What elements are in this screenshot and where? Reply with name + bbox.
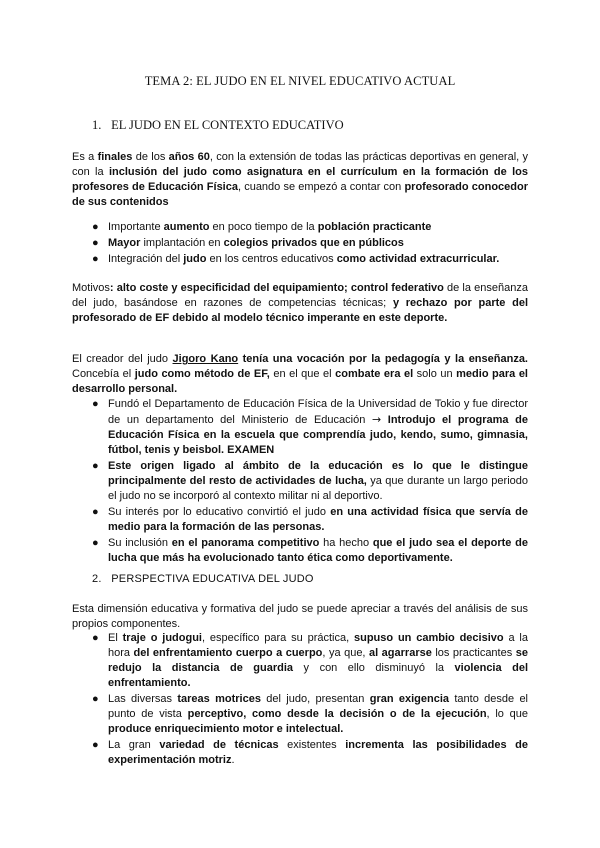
section-1-title: EL JUDO EN EL CONTEXTO EDUCATIVO <box>111 118 344 132</box>
bullet-icon: ● <box>92 398 99 410</box>
list-item <box>92 252 528 267</box>
text-run: , cuando se empezó a contar con <box>237 181 405 193</box>
text-run: a la hora <box>108 632 528 659</box>
bold-run: Este origen ligado al ámbito de la educación es lo que le distingue principalmente del resto de actividades de lucha, <box>108 460 528 487</box>
text-run: implantación en <box>140 237 224 249</box>
bold-run: colegios privados que en públicos <box>223 237 404 249</box>
list-item <box>92 459 528 504</box>
bold-run: gran exigencia <box>369 693 450 705</box>
bullet-icon: ● <box>92 253 99 265</box>
creator-paragraph <box>72 352 528 397</box>
bullet-icon: ● <box>92 537 99 549</box>
text-run: , con la extensión de todas las prácticas deportivas en general, y con la <box>72 151 529 178</box>
bold-run: Introdujo el programa de Educación Física en la escuela que comprendía judo, kendo, sumo, gimnasia, fútbol, tenis y beisbol. EXAMEN <box>108 414 528 456</box>
bold-run: se redujo la distancia de guardia <box>108 647 528 674</box>
bold-run: judo como método de EF, <box>134 368 270 380</box>
bold-run: produce enriquecimiento motor e intelectual. <box>108 723 344 735</box>
intro2-paragraph: Esta dimensión educativa y formativa del judo se puede apreciar a través del análisis de sus propios componentes. <box>72 603 528 630</box>
section-2-heading <box>92 573 314 585</box>
text-run: El <box>108 632 123 644</box>
bold-run: finales <box>97 151 133 163</box>
section-1-heading <box>92 118 344 133</box>
text-run: La gran <box>108 739 160 751</box>
arrow-icon: → <box>371 413 382 426</box>
text-run: los practicantes <box>431 647 516 659</box>
bold-run: violencia del enfrentamiento. <box>108 662 529 689</box>
section-1-number: 1. <box>92 118 102 132</box>
bullet-icon: ● <box>92 460 99 472</box>
bullet-icon: ● <box>92 506 99 518</box>
bold-run: perceptivo, como desde la decisión o de la ejecución <box>187 708 487 720</box>
text-run <box>444 662 455 674</box>
text-run: Fundó el Departamento de Educación Física de la Universidad de Tokio y fue director de un departamento del Ministerio de Educación <box>108 398 528 426</box>
bold-run: inclusión del judo como asignatura en el currículum en la formación de los profesores de Educación Física <box>72 166 528 193</box>
bold-run: Mayor <box>108 237 141 249</box>
bold-run: traje o judogui <box>122 632 202 644</box>
section-2-title: PERSPECTIVA EDUCATIVA DEL JUDO <box>111 573 314 585</box>
list-item <box>92 536 528 566</box>
text-run: de la enseñanza del judo, basándose en razones de competencias técnicas; <box>72 282 528 309</box>
list-item <box>92 505 528 535</box>
text-run: y <box>293 662 320 674</box>
text-run: Motivos <box>72 282 110 294</box>
text-run: . <box>231 754 235 766</box>
bold-run: del enfrentamiento cuerpo a cuerpo <box>133 647 323 659</box>
bold-run: incrementa las posibilidades de experimentación motriz <box>108 739 528 766</box>
text-run: Es a <box>72 151 98 163</box>
motivos-paragraph <box>72 281 528 326</box>
bold-run: variedad de técnicas <box>159 739 279 751</box>
bold-run: : alto coste y especificidad del equipamiento; <box>109 282 348 294</box>
list-item <box>92 236 528 251</box>
bold-run: tareas motrices <box>177 693 261 705</box>
bullet-icon: ● <box>92 693 99 705</box>
bold-run: como actividad extracurricular. <box>336 253 500 265</box>
bold-run: aumento <box>163 221 210 233</box>
list-item <box>92 220 528 235</box>
text-run: con ello disminuyó la <box>319 662 445 674</box>
bold-run: Jigoro Kano <box>172 353 239 365</box>
list-item <box>92 631 528 691</box>
bold-run: combate era el <box>335 368 414 380</box>
bullet-icon: ● <box>92 237 99 249</box>
bold-run: población practicante <box>317 221 432 233</box>
text-run: Importante <box>108 221 164 233</box>
bullet-icon: ● <box>92 632 99 644</box>
bold-run: y rechazo por parte del profesorado de EF debido al modelo técnico imperante en este deporte. <box>72 297 528 324</box>
list-item <box>92 397 528 458</box>
bold-run: control federativo <box>347 282 444 294</box>
intro-paragraph <box>72 150 528 210</box>
bullet-icon: ● <box>92 739 99 751</box>
text-run: , ya que, <box>322 647 369 659</box>
bold-run: supuso un cambio decisivo <box>354 632 504 644</box>
text-run: existentes <box>278 739 346 751</box>
bold-run: en una actividad física que servía de medio para la formación de las personas. <box>108 506 528 533</box>
page-title: TEMA 2: EL JUDO EN EL NIVEL EDUCATIVO ACTUAL <box>144 74 456 88</box>
bold-run: tenía una vocación por la pedagogía y la enseñanza. <box>238 353 528 365</box>
text-run: ha hecho <box>319 537 373 549</box>
text-run: ya que durante un largo periodo el judo no se incorporó al contexto militar ni al deportivo. <box>108 475 528 502</box>
bold-run: judo <box>183 253 207 265</box>
bold-run: al agarrarse <box>369 647 432 659</box>
list-item <box>92 692 528 737</box>
bold-run: que el judo sea el deporte de lucha que más ha evolucionado tanto ética como deportivamente. <box>108 537 529 564</box>
bullet-list-1 <box>92 220 528 268</box>
text-run: Su inclusión <box>108 537 172 549</box>
bold-run: en el panorama competitivo <box>171 537 320 549</box>
bold-run: medio para el desarrollo personal. <box>72 368 528 395</box>
text-run: en los centros educativos <box>206 253 337 265</box>
text-run: tanto desde el punto de vista <box>108 693 529 720</box>
text-run: en el que el <box>269 368 336 380</box>
text-run: de los <box>132 151 169 163</box>
text-run: Integración del <box>108 253 184 265</box>
bold-run: profesorado conocedor de sus contenidos <box>72 181 529 208</box>
text-run: solo un <box>413 368 457 380</box>
bullet-list-3 <box>92 631 528 769</box>
text-run: en poco tiempo de la <box>209 221 318 233</box>
list-item <box>92 738 528 768</box>
bullet-list-2 <box>92 397 528 567</box>
text-run: , específico para su práctica, <box>201 632 354 644</box>
text-run: Su interés por lo educativo convirtió el judo <box>108 506 331 518</box>
text-run: , lo que <box>486 708 528 720</box>
text-run: El creador del judo <box>72 353 173 365</box>
text-run: del judo, presentan <box>260 693 370 705</box>
section-2-number: 2. <box>92 573 102 585</box>
text-run: Concebía el <box>72 368 135 380</box>
bullet-icon: ● <box>92 221 99 233</box>
text-run: Las diversas <box>108 693 178 705</box>
bold-run: años 60 <box>168 151 210 163</box>
